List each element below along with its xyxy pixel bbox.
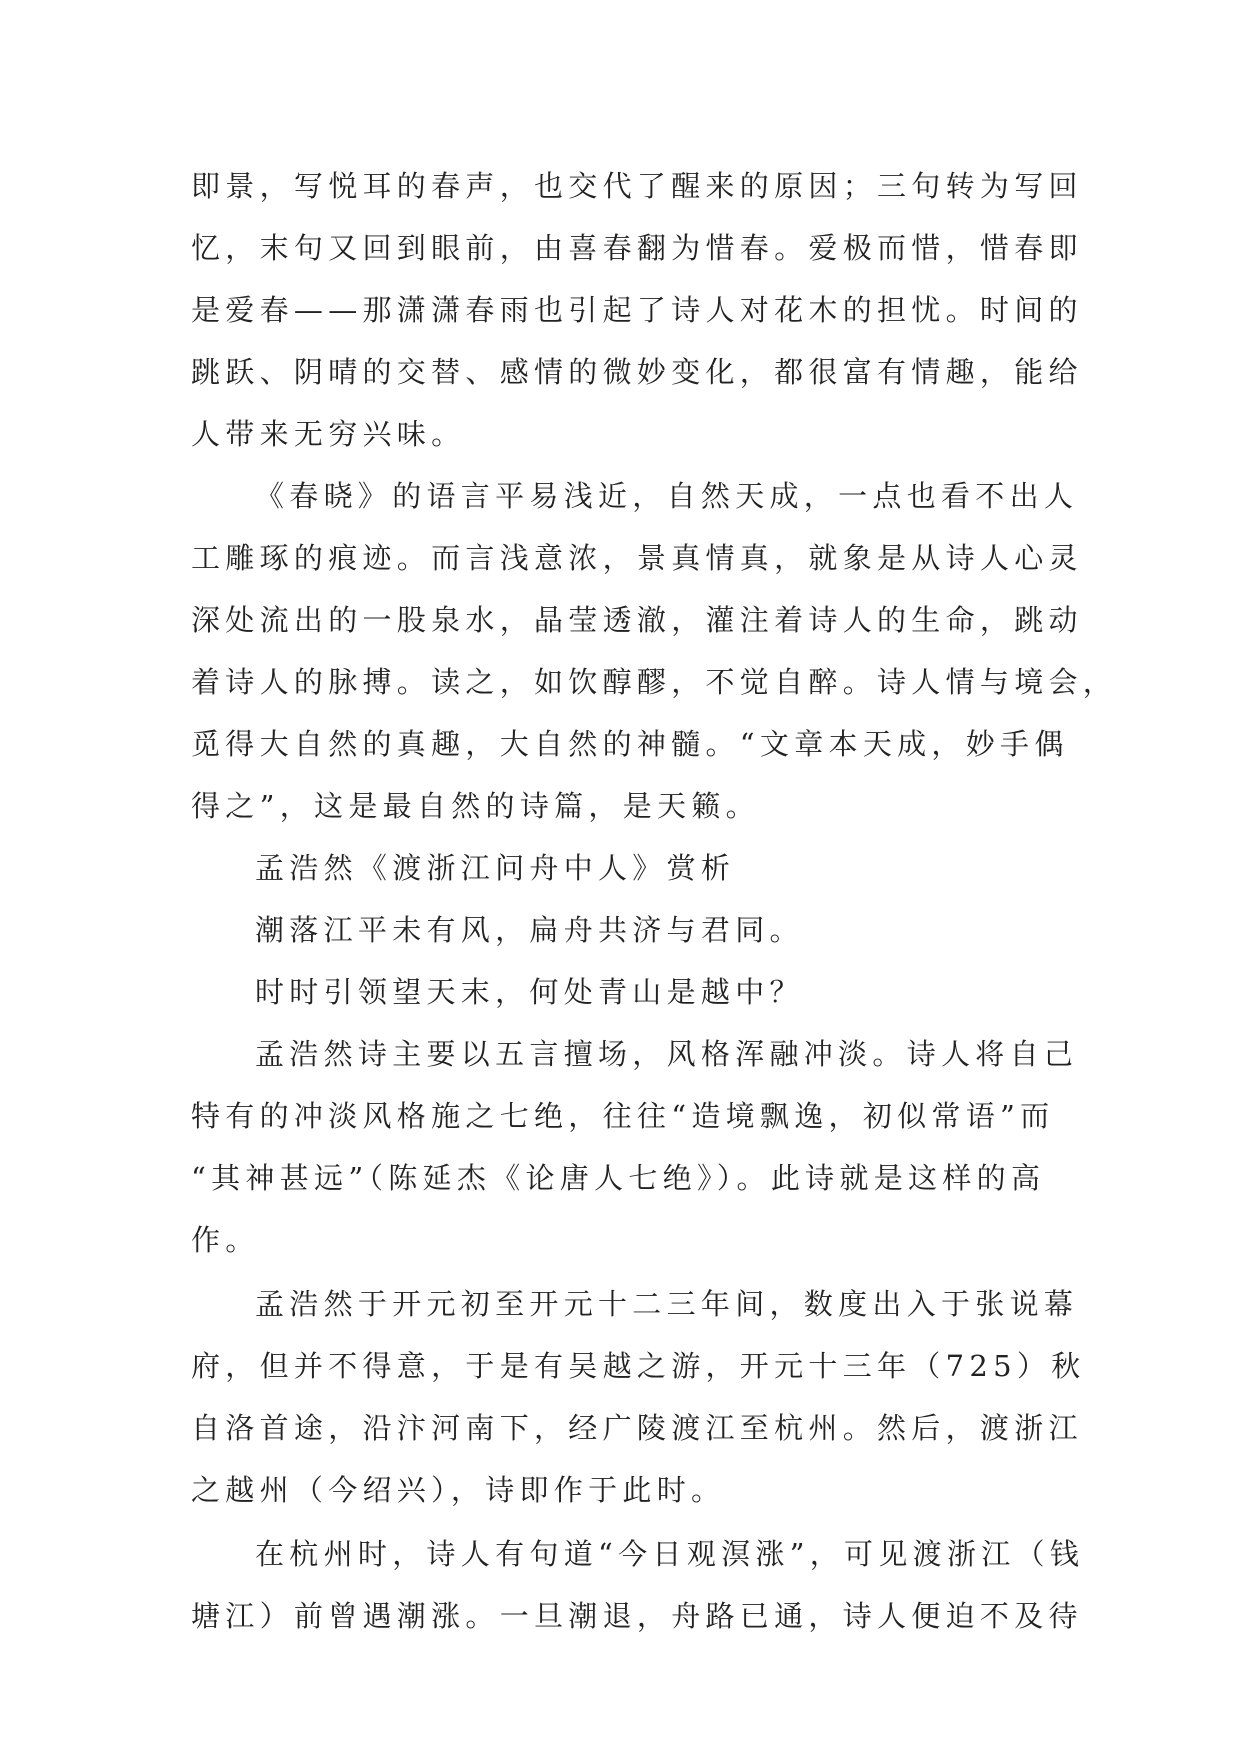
paragraph-start-line: 孟浩然于开元初至开元十二三年间，数度出入于张说幕	[255, 1287, 1079, 1321]
text-line: 跳跃、阴晴的交替、感情的微妙变化，都很富有情趣，能给	[191, 355, 1083, 389]
text-line: 之越州（今绍兴），诗即作于此时。	[191, 1473, 726, 1507]
poem-line: 时时引领望天末，何处青山是越中？	[255, 975, 804, 1009]
text-line: 自洛首途，沿汴河南下，经广陵渡江至杭州。然后，渡浙江	[191, 1411, 1083, 1445]
section-title: 孟浩然《渡浙江问舟中人》赏析	[255, 851, 736, 885]
text-line: 人带来无穷兴味。	[191, 417, 466, 451]
body-text	[191, 155, 1118, 1647]
text-line: 着诗人的脉搏。读之，如饮醇醪，不觉自醉。诗人情与境会，	[191, 665, 1118, 699]
text-line: 府，但并不得意，于是有吴越之游，开元十三年（725）秋	[191, 1349, 1086, 1383]
text-line: 得之”，这是最自然的诗篇，是天籁。	[191, 789, 760, 823]
paragraph-start-line: 在杭州时，诗人有句道“今日观溟涨”，可见渡浙江（钱	[255, 1537, 1085, 1571]
paragraph-start-line: 孟浩然诗主要以五言擅场，风格浑融冲淡。诗人将自己	[255, 1037, 1079, 1071]
text-line: 即景，写悦耳的春声，也交代了醒来的原因；三句转为写回	[191, 169, 1083, 203]
text-line: “其神甚远”（陈延杰《论唐人七绝》）。此诗就是这样的高	[191, 1161, 1046, 1195]
text-line: 觅得大自然的真趣，大自然的神髓。“文章本天成，妙手偶	[191, 727, 1069, 761]
text-line: 塘江）前曾遇潮涨。一旦潮退，舟路已通，诗人便迫不及待	[191, 1599, 1083, 1633]
text-line: 作。	[191, 1223, 260, 1257]
paragraph-start-line: 《春晓》的语言平易浅近，自然天成，一点也看不出人	[255, 479, 1079, 513]
text-line: 工雕琢的痕迹。而言浅意浓，景真情真，就象是从诗人心灵	[191, 541, 1083, 575]
text-line: 是爱春——那潇潇春雨也引起了诗人对花木的担忧。时间的	[191, 293, 1083, 327]
poem-line: 潮落江平未有风，扁舟共济与君同。	[255, 913, 804, 947]
text-line: 特有的冲淡风格施之七绝，往往“造境飘逸，初似常语”而	[191, 1099, 1055, 1133]
text-line: 深处流出的一股泉水，晶莹透澈，灌注着诗人的生命，跳动	[191, 603, 1083, 637]
text-line: 忆，末句又回到眼前，由喜春翻为惜春。爱极而惜，惜春即	[191, 231, 1083, 265]
